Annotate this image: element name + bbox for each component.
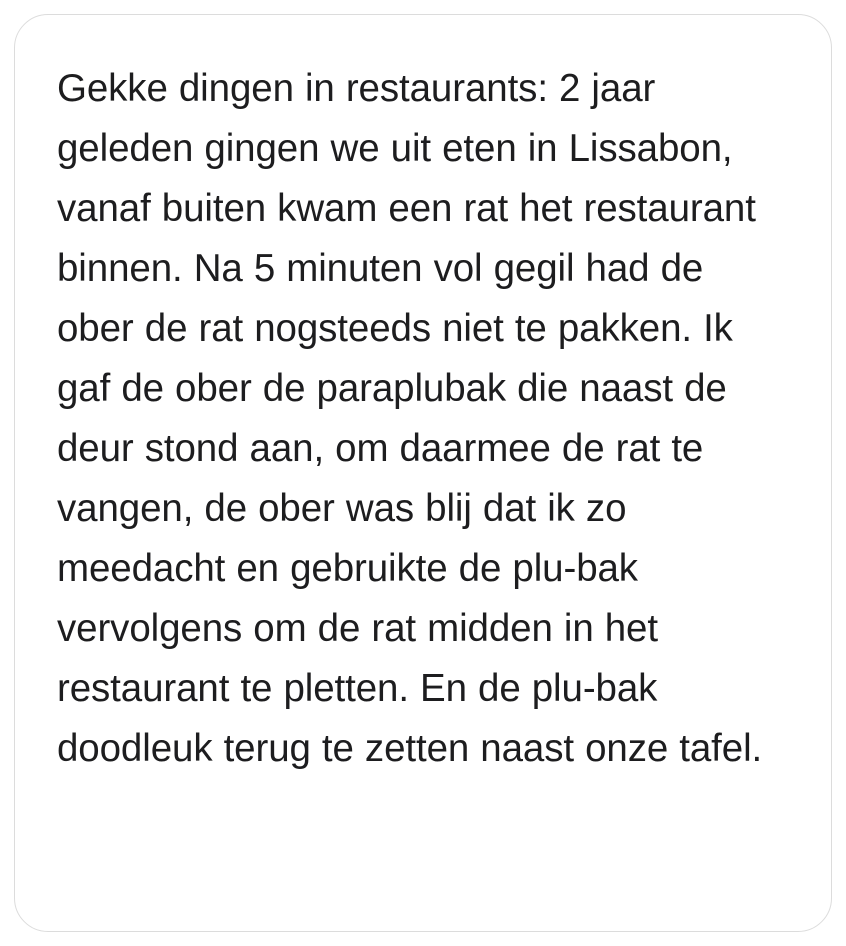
message-body-text: Gekke dingen in restaurants: 2 jaar geleden gingen we uit eten in Lissabon, vanaf buiten kwam een rat het restaurant binnen. Na 5 minuten vol gegil had de ober de rat nogsteeds niet te pakken. Ik gaf de ober de paraplubak die naast de deur stond aan, om daarmee de rat te vangen, de ober was blij dat ik zo meedacht en gebruikte de plu-bak vervolgens om de rat midden in het restaurant te pletten. En de plu-bak doodleuk terug te zetten naast onze tafel. [57, 67, 767, 770]
message-bubble[interactable] [14, 14, 832, 932]
